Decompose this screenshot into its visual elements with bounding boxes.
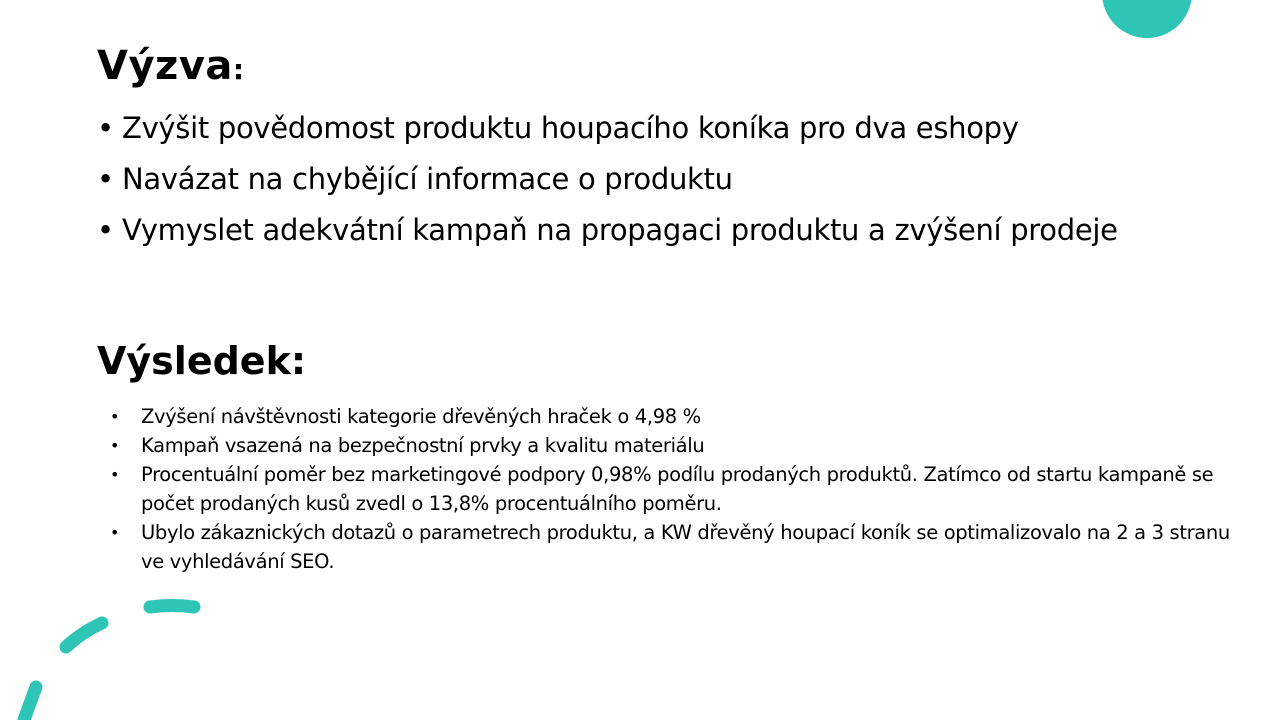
challenge-item: • Vymyslet adekvátní kampaň na propagaci produktu a zvýšení prodeje <box>97 211 1157 250</box>
result-item: • Zvýšení návštěvnosti kategorie dřevěných hraček o 4,98 % <box>110 402 1230 431</box>
result-item: • Ubylo zákaznických dotazů o parametrech produktu, a KW dřevěný houpací koník se optimalizovalo na 2 a 3 stranu ve vyhledávání SEO. <box>110 518 1230 576</box>
swoosh-dash-2 <box>66 623 102 647</box>
swoosh-dash-1 <box>150 606 194 608</box>
result-list <box>110 402 1230 576</box>
challenge-title <box>97 36 245 100</box>
result-item: • Kampaň vsazená na bezpečnostní prvky a kvalitu materiálu <box>110 431 1230 460</box>
challenge-title-text: Výzva <box>97 43 233 89</box>
challenge-title-colon: : <box>232 53 245 86</box>
challenge-list <box>97 109 1157 262</box>
result-item: • Procentuální poměr bez marketingové podpory 0,98% podílu prodaných produktů. Zatímco od startu kampaně se počet prodaných kusů zvedl o 13,8% procentuálního poměru. <box>110 460 1230 518</box>
challenge-item: • Zvýšit povědomost produktu houpacího koníka pro dva eshopy <box>97 109 1157 148</box>
result-title: Výsledek: <box>97 339 307 383</box>
swoosh-dash-3 <box>24 687 36 720</box>
challenge-item: • Navázat na chybějící informace o produktu <box>97 160 1157 199</box>
